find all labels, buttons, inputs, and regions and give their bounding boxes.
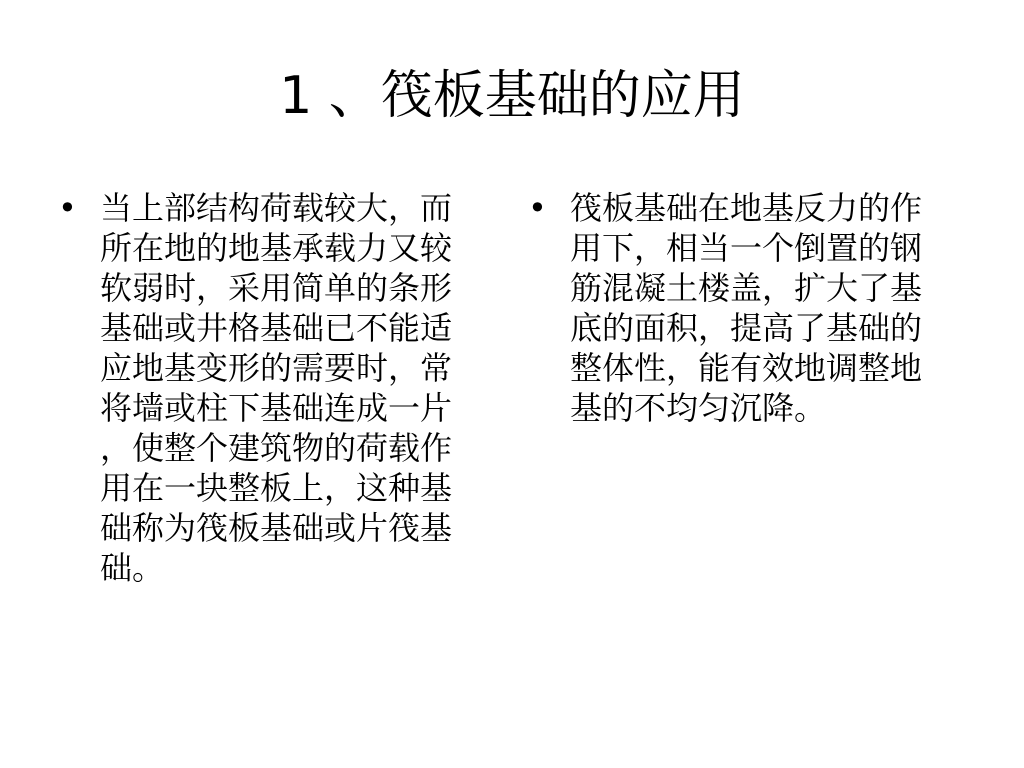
text-line: 底的面积，提高了基础的 (570, 309, 923, 347)
slide-title: 1 、筏板基础的应用 (279, 66, 745, 126)
text-line: 将墙或柱下基础连成一片 (100, 389, 453, 427)
bullet-text-right (570, 188, 922, 428)
text-line: 筋混凝土楼盖，扩大了基 (570, 269, 923, 307)
right-column (528, 188, 948, 428)
text-line: 用在一块整板上，这种基 (100, 469, 453, 507)
bullet-icon: • (58, 189, 77, 227)
text-line: 应地基变形的需要时，常 (100, 349, 453, 387)
text-line: 筏板基础在地基反力的作 (570, 189, 923, 227)
text-line: 当上部结构荷载较大，而 (100, 189, 453, 227)
text-line: 软弱时，采用简单的条形 (100, 269, 453, 307)
text-line: 础。 (100, 549, 165, 587)
text-line: 整体性，能有效地调整地 (570, 349, 923, 387)
bullet-item-right (528, 188, 948, 428)
text-line: 用下，相当一个倒置的钢 (570, 229, 923, 267)
text-line: 所在地的地基承载力又较 (100, 229, 453, 267)
text-line: 础称为筏板基础或片筏基 (100, 509, 453, 547)
text-line: ，使整个建筑物的荷载作 (100, 429, 453, 467)
text-line: 基础或井格基础已不能适 (100, 309, 453, 347)
left-column (58, 188, 478, 588)
text-line: 基的不均匀沉降。 (570, 389, 827, 427)
bullet-icon: • (528, 189, 547, 227)
bullet-item-left (58, 188, 478, 588)
bullet-text-left (100, 188, 452, 588)
